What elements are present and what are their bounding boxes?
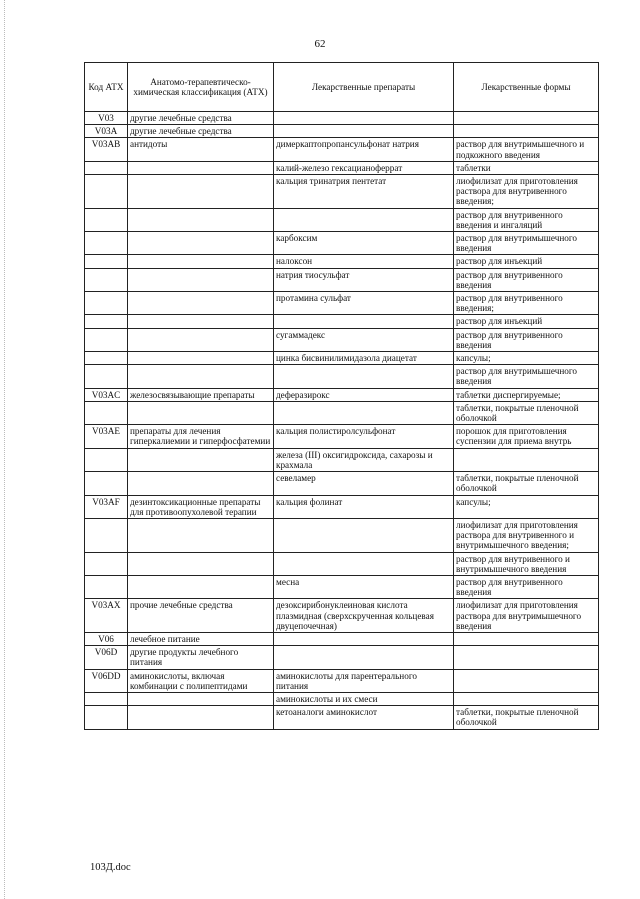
cell-classification: лечебное питание bbox=[128, 632, 274, 645]
cell-form: таблетки, покрытые пленочной оболочкой bbox=[454, 472, 599, 495]
cell-form bbox=[454, 112, 599, 125]
cell-code: V03AE bbox=[85, 425, 128, 448]
cell-drug: кальция полистиролсульфонат bbox=[274, 425, 454, 448]
cell-drug: натрия тиосульфат bbox=[274, 268, 454, 291]
cell-code bbox=[85, 232, 128, 255]
cell-classification: железосвязывающие препараты bbox=[128, 388, 274, 401]
table-header-row bbox=[85, 63, 599, 112]
cell-classification bbox=[128, 161, 274, 174]
table-row bbox=[85, 328, 599, 351]
cell-drug bbox=[274, 646, 454, 669]
cell-code: V03AF bbox=[85, 495, 128, 518]
cell-classification bbox=[128, 268, 274, 291]
cell-form: лиофилизат для приготовления раствора для внутримышечного введения bbox=[454, 599, 599, 633]
cell-drug: протамина сульфат bbox=[274, 292, 454, 315]
cell-form: раствор для внутривенного введения; bbox=[454, 292, 599, 315]
cell-code: V06D bbox=[85, 646, 128, 669]
cell-drug: димеркаптопропансульфонат натрия bbox=[274, 138, 454, 161]
cell-classification bbox=[128, 255, 274, 268]
cell-drug: месна bbox=[274, 575, 454, 598]
cell-form bbox=[454, 125, 599, 138]
table-row bbox=[85, 161, 599, 174]
table-row bbox=[85, 175, 599, 209]
cell-code bbox=[85, 315, 128, 328]
table-row bbox=[85, 352, 599, 365]
cell-classification bbox=[128, 552, 274, 575]
cell-form bbox=[454, 669, 599, 692]
table-row bbox=[85, 599, 599, 633]
cell-drug: кальция фолинат bbox=[274, 495, 454, 518]
cell-form bbox=[454, 646, 599, 669]
cell-classification bbox=[128, 472, 274, 495]
header-code: Код АТХ bbox=[85, 63, 128, 112]
cell-code bbox=[85, 575, 128, 598]
cell-classification bbox=[128, 692, 274, 705]
cell-form: раствор для инъекций bbox=[454, 255, 599, 268]
table-row bbox=[85, 706, 599, 729]
cell-code bbox=[85, 706, 128, 729]
cell-code: V03A bbox=[85, 125, 128, 138]
page-edge bbox=[4, 0, 6, 899]
cell-classification bbox=[128, 232, 274, 255]
cell-form: раствор для внутривенного введения bbox=[454, 328, 599, 351]
cell-classification: другие лечебные средства bbox=[128, 112, 274, 125]
cell-classification bbox=[128, 292, 274, 315]
cell-form: таблетки диспергируемые; bbox=[454, 388, 599, 401]
cell-form: порошок для приготовления суспензии для приема внутрь bbox=[454, 425, 599, 448]
table-row bbox=[85, 472, 599, 495]
cell-form: лиофилизат для приготовления раствора для внутривенного введения; bbox=[454, 175, 599, 209]
table-row bbox=[85, 268, 599, 291]
cell-classification bbox=[128, 706, 274, 729]
cell-drug: аминокислоты и их смеси bbox=[274, 692, 454, 705]
table-row bbox=[85, 138, 599, 161]
cell-code bbox=[85, 328, 128, 351]
cell-drug bbox=[274, 208, 454, 231]
cell-code bbox=[85, 472, 128, 495]
table-row bbox=[85, 401, 599, 424]
cell-form: таблетки, покрытые пленочной оболочкой bbox=[454, 706, 599, 729]
cell-code bbox=[85, 255, 128, 268]
cell-form: раствор для внутримышечного введения bbox=[454, 365, 599, 388]
table-row bbox=[85, 495, 599, 518]
cell-code: V06 bbox=[85, 632, 128, 645]
cell-drug bbox=[274, 365, 454, 388]
cell-classification: прочие лечебные средства bbox=[128, 599, 274, 633]
cell-code bbox=[85, 552, 128, 575]
cell-form: раствор для внутривенного введения и ингаляций bbox=[454, 208, 599, 231]
footer-filename: 103Д.doc bbox=[90, 862, 131, 873]
cell-drug: калий-железо гексацианоферрат bbox=[274, 161, 454, 174]
cell-drug: кальция тринатрия пентетат bbox=[274, 175, 454, 209]
cell-code: V03AB bbox=[85, 138, 128, 161]
cell-classification: дезинтоксикационные препараты для противоопухолевой терапии bbox=[128, 495, 274, 518]
table-row bbox=[85, 255, 599, 268]
cell-code bbox=[85, 365, 128, 388]
table-row bbox=[85, 632, 599, 645]
cell-code bbox=[85, 292, 128, 315]
cell-classification: аминокислоты, включая комбинации с полипептидами bbox=[128, 669, 274, 692]
cell-form: раствор для внутривенного введения bbox=[454, 575, 599, 598]
cell-form bbox=[454, 448, 599, 471]
cell-code bbox=[85, 208, 128, 231]
cell-code bbox=[85, 175, 128, 209]
table-row bbox=[85, 425, 599, 448]
table-row bbox=[85, 552, 599, 575]
cell-code: V03AX bbox=[85, 599, 128, 633]
table-row bbox=[85, 315, 599, 328]
cell-form: капсулы; bbox=[454, 495, 599, 518]
cell-classification bbox=[128, 175, 274, 209]
header-drugs: Лекарственные препараты bbox=[274, 63, 454, 112]
cell-classification bbox=[128, 352, 274, 365]
cell-form bbox=[454, 632, 599, 645]
cell-classification bbox=[128, 365, 274, 388]
cell-drug: деферазирокс bbox=[274, 388, 454, 401]
cell-classification: препараты для лечения гиперкалиемии и гиперфосфатемии bbox=[128, 425, 274, 448]
cell-drug bbox=[274, 125, 454, 138]
cell-classification bbox=[128, 208, 274, 231]
cell-classification bbox=[128, 575, 274, 598]
cell-classification bbox=[128, 401, 274, 424]
table-row bbox=[85, 646, 599, 669]
table-row bbox=[85, 388, 599, 401]
table-row bbox=[85, 669, 599, 692]
cell-form: раствор для внутримышечного и подкожного введения bbox=[454, 138, 599, 161]
cell-classification: другие продукты лечебного питания bbox=[128, 646, 274, 669]
cell-code bbox=[85, 161, 128, 174]
cell-classification bbox=[128, 448, 274, 471]
cell-code: V03 bbox=[85, 112, 128, 125]
table-row bbox=[85, 112, 599, 125]
cell-form: раствор для инъекций bbox=[454, 315, 599, 328]
cell-form: раствор для внутримышечного введения bbox=[454, 232, 599, 255]
cell-drug: севеламер bbox=[274, 472, 454, 495]
cell-drug: железа (III) оксигидроксида, сахарозы и крахмала bbox=[274, 448, 454, 471]
cell-drug: аминокислоты для парентерального питания bbox=[274, 669, 454, 692]
cell-drug bbox=[274, 112, 454, 125]
cell-form: таблетки, покрытые пленочной оболочкой bbox=[454, 401, 599, 424]
cell-form: капсулы; bbox=[454, 352, 599, 365]
cell-classification: другие лечебные средства bbox=[128, 125, 274, 138]
page-number: 62 bbox=[314, 38, 326, 50]
table-row bbox=[85, 365, 599, 388]
cell-form: раствор для внутривенного введения bbox=[454, 268, 599, 291]
atx-table bbox=[84, 62, 599, 730]
cell-code bbox=[85, 268, 128, 291]
table-row bbox=[85, 692, 599, 705]
cell-drug: налоксон bbox=[274, 255, 454, 268]
table-row bbox=[85, 292, 599, 315]
cell-drug: кетоаналоги аминокислот bbox=[274, 706, 454, 729]
cell-form: раствор для внутривенного и внутримышечного введения bbox=[454, 552, 599, 575]
cell-code bbox=[85, 692, 128, 705]
cell-form: таблетки bbox=[454, 161, 599, 174]
cell-drug bbox=[274, 401, 454, 424]
table-row bbox=[85, 518, 599, 552]
header-forms: Лекарственные формы bbox=[454, 63, 599, 112]
cell-drug: карбоксим bbox=[274, 232, 454, 255]
cell-drug: сугаммадекс bbox=[274, 328, 454, 351]
cell-drug: цинка бисвинилимидазола диацетат bbox=[274, 352, 454, 365]
table-row bbox=[85, 575, 599, 598]
cell-drug bbox=[274, 315, 454, 328]
cell-classification: антидоты bbox=[128, 138, 274, 161]
cell-drug: дезоксирибонуклеиновая кислота плазмидная (сверхскрученная кольцевая двуцепочечная) bbox=[274, 599, 454, 633]
cell-code bbox=[85, 352, 128, 365]
cell-drug bbox=[274, 632, 454, 645]
header-classification: Анатомо-терапевтическо-химическая классификация (АТХ) bbox=[128, 63, 274, 112]
cell-code bbox=[85, 448, 128, 471]
cell-classification bbox=[128, 315, 274, 328]
cell-code bbox=[85, 518, 128, 552]
cell-drug bbox=[274, 518, 454, 552]
table-row bbox=[85, 448, 599, 471]
table-row bbox=[85, 208, 599, 231]
cell-classification bbox=[128, 518, 274, 552]
table-row bbox=[85, 125, 599, 138]
table-body bbox=[85, 112, 599, 730]
cell-code: V03AC bbox=[85, 388, 128, 401]
cell-code: V06DD bbox=[85, 669, 128, 692]
cell-classification bbox=[128, 328, 274, 351]
cell-code bbox=[85, 401, 128, 424]
cell-form bbox=[454, 692, 599, 705]
table-row bbox=[85, 232, 599, 255]
cell-form: лиофилизат для приготовления раствора для внутривенного и внутримышечного введения; bbox=[454, 518, 599, 552]
cell-drug bbox=[274, 552, 454, 575]
